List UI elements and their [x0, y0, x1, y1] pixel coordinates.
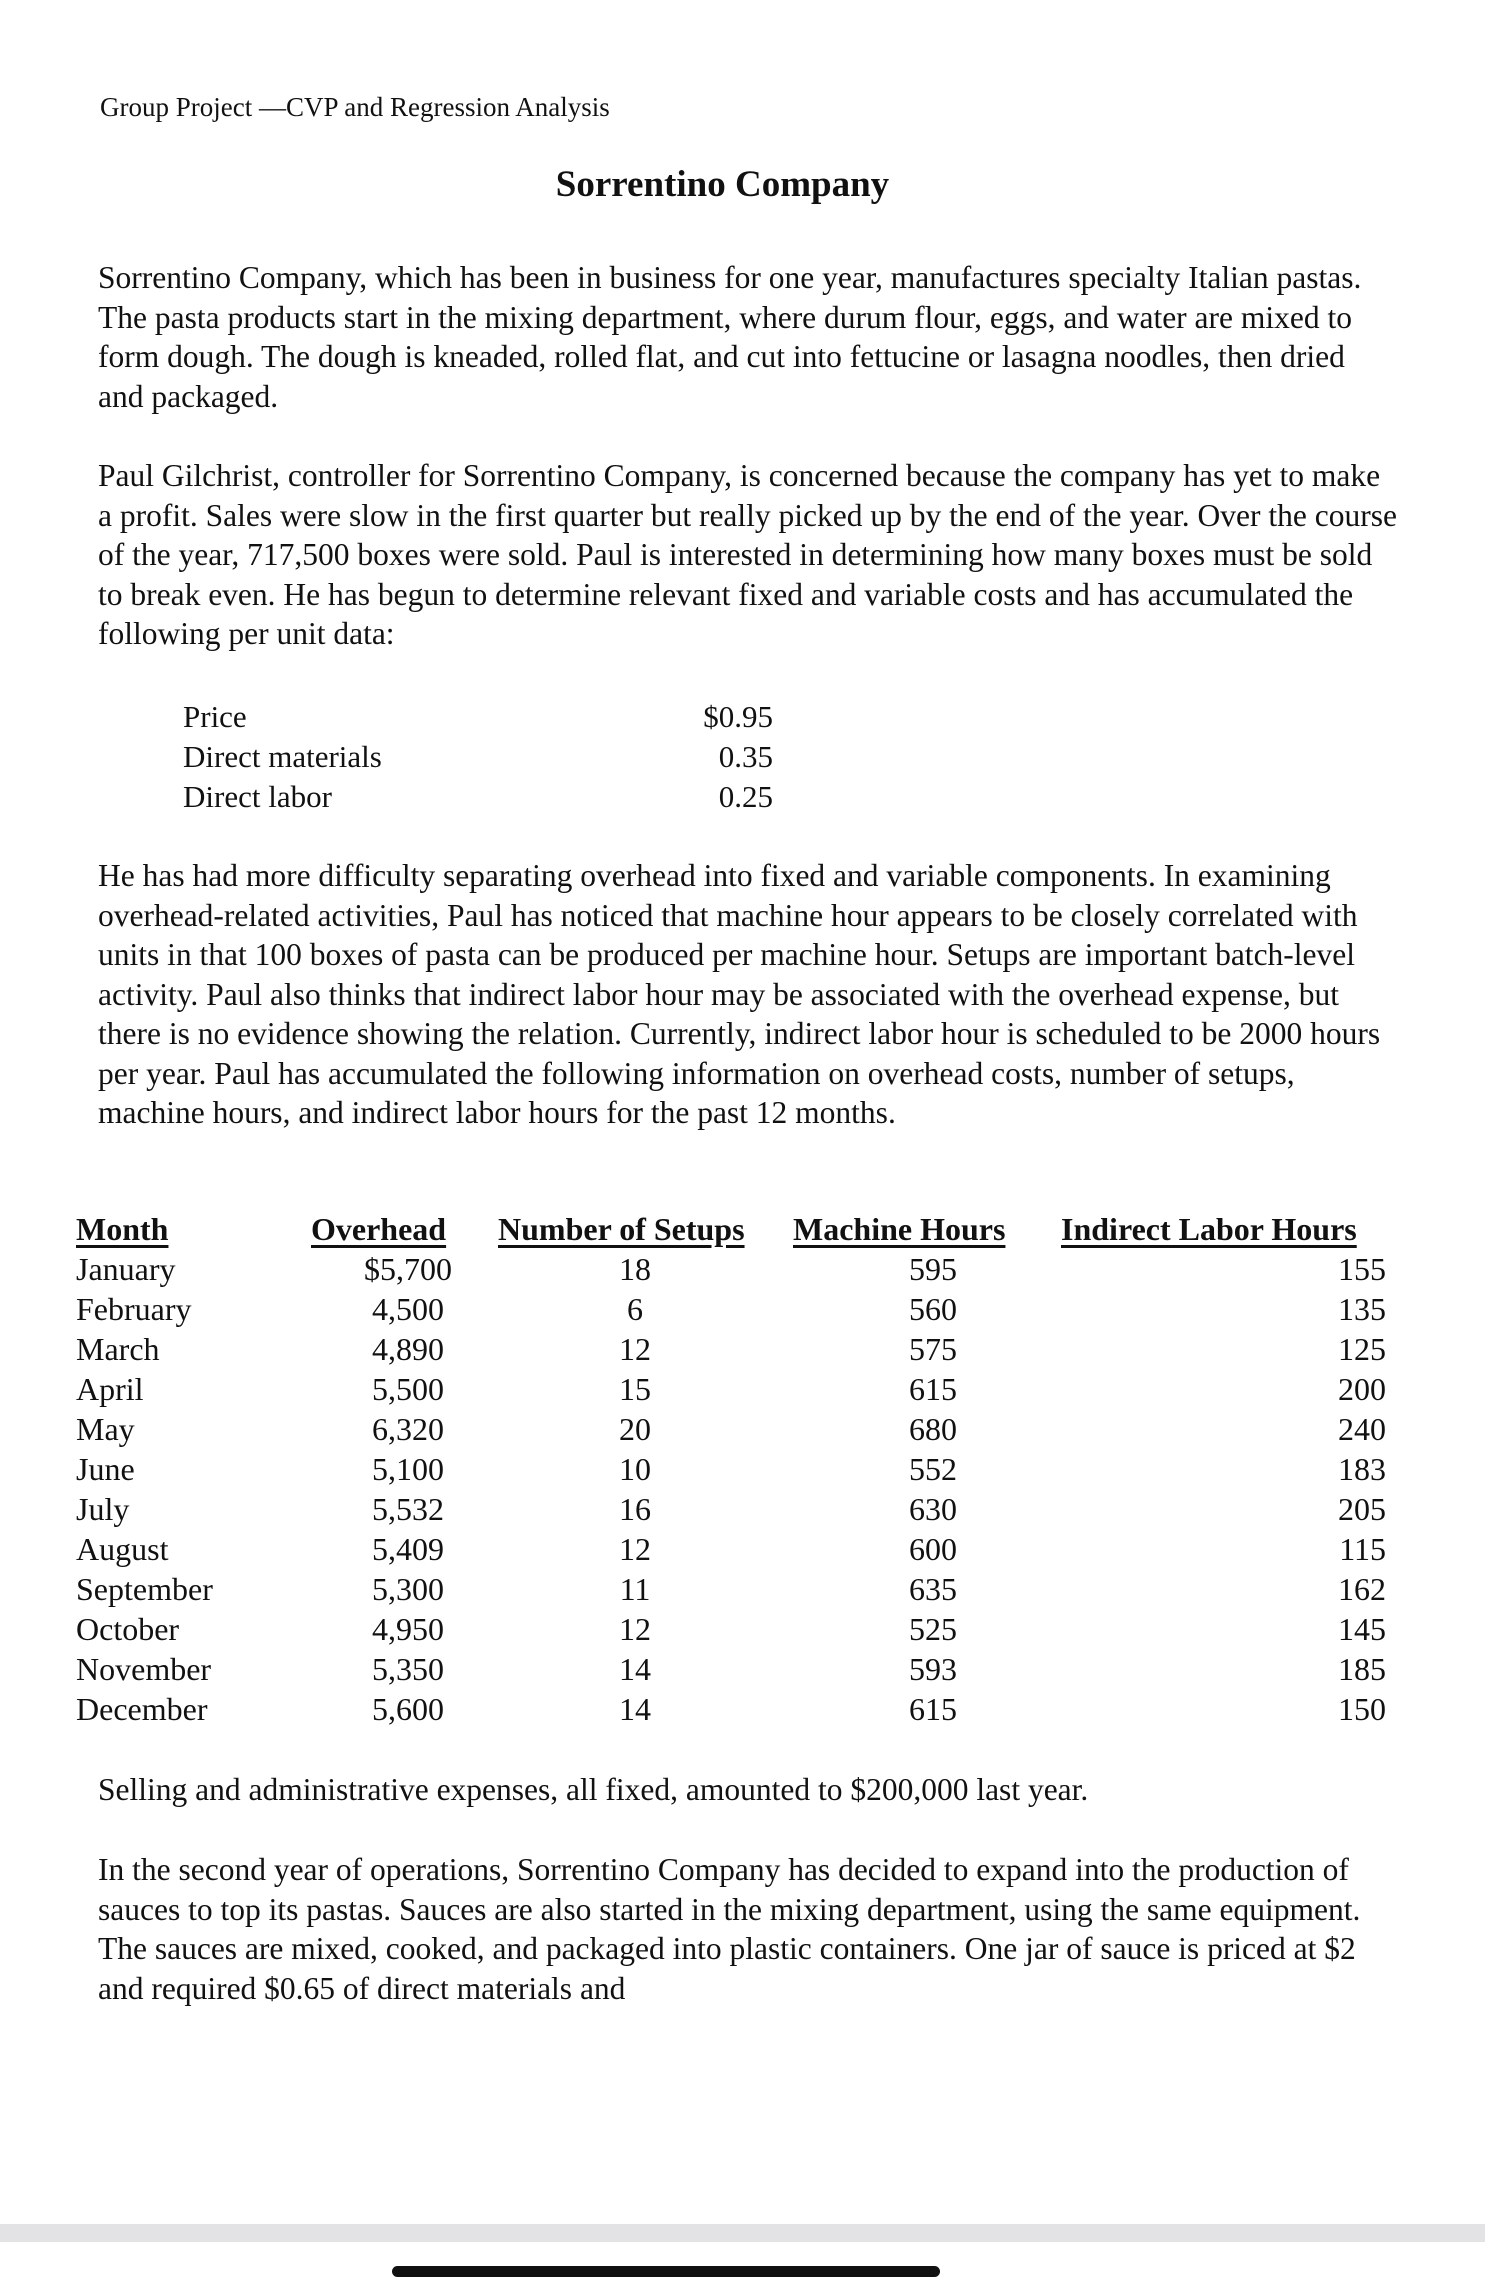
table-row — [76, 1489, 1386, 1529]
selling-admin-paragraph: Selling and administrative expenses, all fixed, amounted to $200,000 last year. — [98, 1772, 1089, 1807]
cell-machine-hours: 630 — [909, 1491, 957, 1527]
cell-month: August — [76, 1531, 169, 1567]
cell-overhead: 5,532 — [372, 1491, 444, 1527]
header-machine-hours: Machine Hours — [793, 1211, 1006, 1247]
header-month: Month — [76, 1211, 169, 1247]
per-unit-data — [183, 697, 773, 817]
cell-machine-hours: 680 — [909, 1411, 957, 1447]
overhead-paragraph: He has had more difficulty separating overhead into fixed and variable components. In examining overhead-related activities, Paul has noticed that machine hour appears to be closely correlated with units in that 100 boxes of pasta can be produced per machine hour. Setups are important batch-level activity. Paul also thinks that indirect labor hour may be associated with the overhead expense, but there is no evidence showing the relation. Currently, indirect labor hour is scheduled to be 2000 hours per year. Paul has accumulated the following information on overhead costs, number of setups, machine hours, and indirect labor hours for the past 12 months. — [98, 858, 1381, 1130]
cell-month: October — [76, 1611, 180, 1647]
document-title: Sorrentino Company — [555, 164, 890, 205]
unit-data-row — [183, 697, 773, 737]
cell-setups: 16 — [619, 1491, 651, 1527]
controller-paragraph: Paul Gilchrist, controller for Sorrentino Company, is concerned because the company has yet to make a profit. Sales were slow in the first quarter but really picked up by the end of the year. Over the course of the year, 717,500 boxes were sold. Paul is interested in determining how many boxes must be sold to break even. He has begun to determine relevant fixed and variable costs and has accumulated the following per unit data: — [98, 458, 1397, 651]
unit-data-value: 0.25 — [718, 779, 773, 814]
cell-setups: 11 — [619, 1571, 651, 1607]
cell-overhead: 5,350 — [372, 1651, 444, 1687]
table-row — [76, 1609, 1386, 1649]
cell-month: July — [76, 1491, 130, 1527]
table-row — [76, 1449, 1386, 1489]
unit-data-label: Price — [183, 699, 247, 734]
overhead-data-table — [76, 1209, 1386, 1729]
cell-setups: 10 — [619, 1451, 651, 1487]
cell-machine-hours: 575 — [909, 1331, 957, 1367]
sauce-expansion-paragraph: In the second year of operations, Sorrentino Company has decided to expand into the production of sauces to top its pastas. Sauces are also started in the mixing department, using the same equipment. The sauces are mixed, cooked, and packaged into plastic containers. One jar of sauce is priced at $2 and required $0.65 of direct materials and — [98, 1852, 1361, 2006]
cell-overhead: 5,100 — [372, 1451, 444, 1487]
cell-machine-hours: 615 — [909, 1691, 957, 1727]
cell-overhead: 4,950 — [372, 1611, 444, 1647]
cell-month: November — [76, 1651, 212, 1687]
table-row — [76, 1369, 1386, 1409]
cell-setups: 15 — [619, 1371, 651, 1407]
table-row — [76, 1649, 1386, 1689]
cell-overhead: 6,320 — [372, 1411, 444, 1447]
cell-month: January — [76, 1251, 176, 1287]
table-row — [76, 1409, 1386, 1449]
cell-setups: 14 — [619, 1651, 651, 1687]
cell-overhead: 4,890 — [372, 1331, 444, 1367]
cell-setups: 12 — [619, 1611, 651, 1647]
cell-setups: 12 — [619, 1531, 651, 1567]
cell-machine-hours: 593 — [909, 1651, 957, 1687]
cell-machine-hours: 615 — [909, 1371, 957, 1407]
table-row — [76, 1329, 1386, 1369]
cell-machine-hours: 552 — [909, 1451, 957, 1487]
cell-month: May — [76, 1411, 135, 1447]
cell-machine-hours: 560 — [909, 1291, 957, 1327]
table-row — [76, 1689, 1386, 1729]
cell-month: April — [76, 1371, 144, 1407]
cell-overhead: 5,409 — [372, 1531, 444, 1567]
cell-indirect-labor-hours: 183 — [1338, 1451, 1386, 1487]
unit-data-value: $0.95 — [703, 699, 773, 734]
cell-indirect-labor-hours: 150 — [1338, 1691, 1386, 1727]
cell-indirect-labor-hours: 145 — [1338, 1611, 1386, 1647]
cell-indirect-labor-hours: 205 — [1338, 1491, 1386, 1527]
header-indirect-labor-hours: Indirect Labor Hours — [1061, 1211, 1357, 1247]
table-row — [76, 1529, 1386, 1569]
table-row — [76, 1569, 1386, 1609]
cell-setups: 6 — [627, 1291, 643, 1327]
cell-overhead: 5,500 — [372, 1371, 444, 1407]
cell-overhead: 5,300 — [372, 1571, 444, 1607]
cell-month: September — [76, 1571, 213, 1607]
unit-data-row — [183, 777, 773, 817]
home-indicator[interactable] — [392, 2266, 940, 2277]
cell-setups: 20 — [619, 1411, 651, 1447]
cell-month: December — [76, 1691, 208, 1727]
cell-overhead: 5,600 — [372, 1691, 444, 1727]
intro-paragraph: Sorrentino Company, which has been in business for one year, manufactures specialty Italian pastas. The pasta products start in the mixing department, where durum flour, eggs, and water are mixed to form dough. The dough is kneaded, rolled flat, and cut into fettucine or lasagna noodles, then dried and packaged. — [98, 260, 1362, 414]
cell-indirect-labor-hours: 155 — [1338, 1251, 1386, 1287]
cell-setups: 18 — [619, 1251, 651, 1287]
cell-indirect-labor-hours: 185 — [1338, 1651, 1386, 1687]
header-setups: Number of Setups — [498, 1211, 745, 1247]
cell-indirect-labor-hours: 200 — [1338, 1371, 1386, 1407]
unit-data-label: Direct labor — [183, 779, 332, 814]
cell-overhead: 4,500 — [372, 1291, 444, 1327]
scroll-edge-bar — [0, 2224, 1485, 2242]
cell-machine-hours: 525 — [909, 1611, 957, 1647]
cell-overhead: $5,700 — [364, 1251, 452, 1287]
cell-machine-hours: 595 — [909, 1251, 957, 1287]
cell-machine-hours: 635 — [909, 1571, 957, 1607]
cell-setups: 12 — [619, 1331, 651, 1367]
cell-setups: 14 — [619, 1691, 651, 1727]
cell-indirect-labor-hours: 240 — [1338, 1411, 1386, 1447]
document-header: Group Project —CVP and Regression Analysis — [100, 92, 610, 122]
cell-indirect-labor-hours: 115 — [1339, 1531, 1386, 1567]
header-overhead: Overhead — [311, 1211, 447, 1247]
cell-indirect-labor-hours: 125 — [1338, 1331, 1386, 1367]
cell-indirect-labor-hours: 135 — [1338, 1291, 1386, 1327]
cell-machine-hours: 600 — [909, 1531, 957, 1567]
unit-data-row — [183, 737, 773, 777]
unit-data-label: Direct materials — [183, 739, 382, 774]
table-row — [76, 1289, 1386, 1329]
cell-month: June — [76, 1451, 135, 1487]
cell-month: March — [76, 1331, 160, 1367]
cell-indirect-labor-hours: 162 — [1338, 1571, 1386, 1607]
unit-data-value: 0.35 — [718, 739, 773, 774]
table-header-row — [76, 1209, 1386, 1249]
cell-month: February — [76, 1291, 192, 1327]
table-row — [76, 1249, 1386, 1289]
